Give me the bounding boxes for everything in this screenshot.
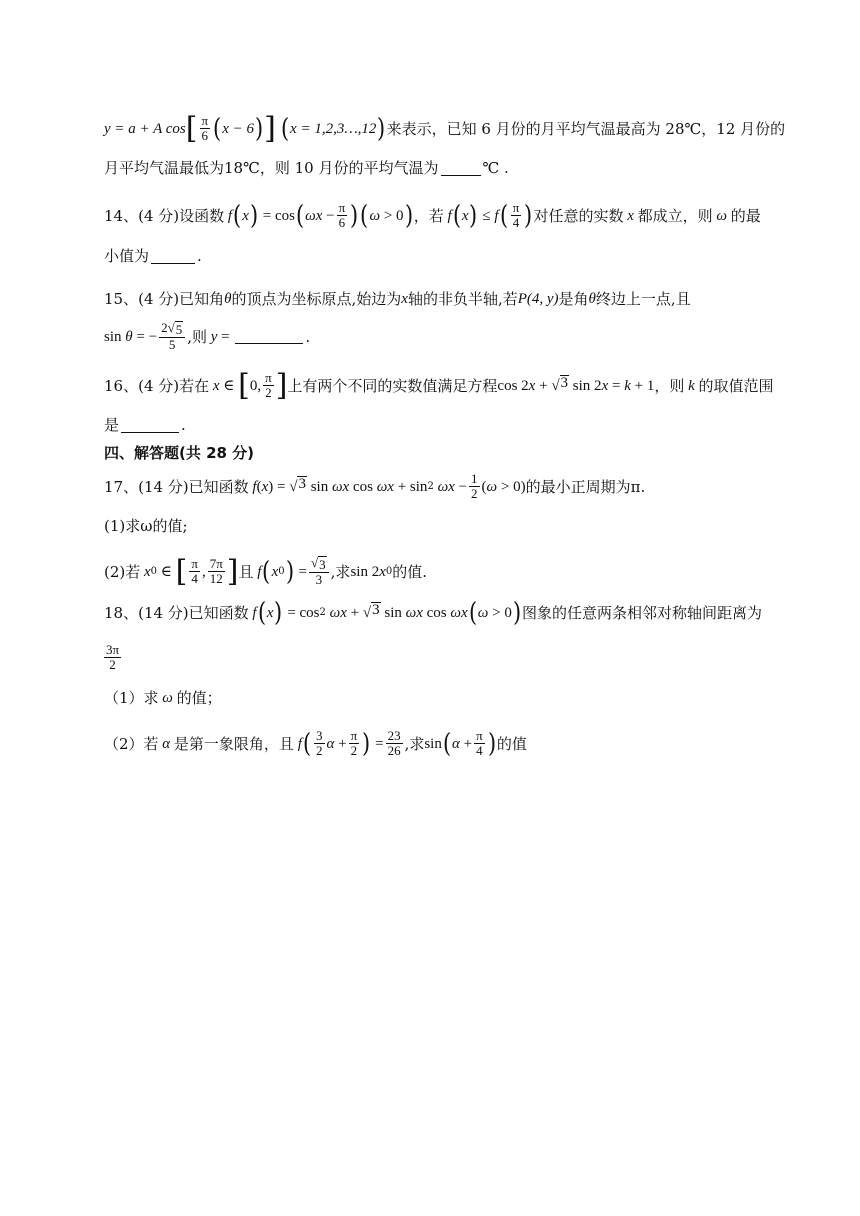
q17-line-1: 17、(14 分)已知函数 f ( x ) = √ 3 sin ωx cos ωx + sin 2 ωx − $\frac{1}{2}$ ( ω > 0) 的最小正周期为π.	[104, 471, 646, 501]
fraction: $\frac{3}{2}$	[316, 728, 323, 758]
q13-domain: x = 1,2,3…,12	[290, 120, 377, 137]
q16-line-1: 16、(4 分)若在 x ∈ [ 0, $\frac{\pi}{2}$ ] 上有两个不同的实数值满足方程 cos 2 x + √ 3 sin 2 x = k + 1 ，则 k 的取值范围	[104, 367, 774, 403]
q14-line-2: 小值为 .	[104, 247, 202, 265]
q14-text-mid: ，若	[413, 206, 444, 225]
q18-line-1: 18、(14 分)已知函数 f ( x ) = cos 2 ωx + √ 3 sin ωx cos ωx ( ω > 0 ) 图象的任意两条相邻对称轴间距离为	[104, 598, 763, 628]
q14-text-end: 都成立，则	[637, 206, 713, 225]
fraction: $\frac{3\pi}{2}$	[106, 642, 120, 672]
answer-blank[interactable]	[235, 329, 303, 344]
q18-part-1: （1）求 ω 的值；	[104, 689, 222, 707]
q18-part-2: （2）若 α 是第一象限角，且 f ( $\frac{3}{2}$ α + $\frac{\pi}{2}$ ) = $\frac{23}{26}$ ,求 sin ( α + $\frac{\pi}{4}$ ) 的值	[104, 728, 527, 759]
q18-prefix: 18、(14 分)已知函数	[104, 604, 249, 622]
q13-text-a: 来表示，已知 6 月份的月平均气温最高为 28℃，12 月份的	[386, 119, 786, 138]
q17-part-2: (2)若 x 0 ∈ [ $\frac{\pi}{4}$ , $\frac{7\pi}{12}$ ] 且 f ( x 0 ) = √ 3 3 ,求 sin 2 x 0 的值.	[104, 553, 428, 589]
answer-blank[interactable]	[151, 249, 195, 264]
answer-blank[interactable]	[121, 418, 179, 433]
q15-prefix: 15、(4 分)已知角	[104, 290, 225, 308]
q16-line-2: 是 .	[104, 416, 186, 434]
q13-formula-intro: y = a + A cos	[104, 120, 186, 137]
fraction: $\frac{\pi}{2}$	[350, 728, 358, 758]
q18-line-2	[102, 643, 123, 672]
q15-point: P(4, y)	[517, 291, 559, 307]
section-heading: 四、解答题(共 28 分)	[104, 444, 255, 462]
q13-text-b: 月平均气温最低为18℃，则 10 月份的平均气温为	[104, 159, 439, 177]
fraction: $\frac{7\pi}{12}$	[209, 556, 223, 586]
q14-line-1: 14、(4 分)设函数 f ( x ) = cos ( ωx − $\frac{\pi}{6}$ ) ( ω > 0 ) ，若 f ( x ) ≤ f ( $\frac{\pi}{4}$ ) 对任意的实数 x 都成立，则 ω 的最	[104, 200, 761, 231]
q14-text-end2: 的最	[730, 206, 761, 225]
q13-unit: ℃ .	[482, 159, 509, 177]
q17-part-1: (1)求ω的值;	[104, 517, 188, 535]
q13-line-1: y = a + A cos [ $\frac{\pi}{6}$ ( x − 6 ) ] ( x = 1,2,3…,12 ) 来表示，已知 6 月份的月平均气温最高为 28℃，12 月份的	[104, 110, 786, 146]
q15-line-2: sin θ = − 2 √ 5 5 ,则 y = .	[104, 320, 311, 352]
fraction: $\frac{23}{26}$	[387, 728, 401, 758]
fraction: $\frac{\pi}{4}$	[191, 556, 198, 586]
fraction: $\frac{\pi}{4}$	[512, 200, 520, 230]
q17-prefix: 17、(14 分)已知函数	[104, 477, 249, 496]
fraction: $\frac{1}{2}$	[471, 471, 478, 501]
q13-line-2	[104, 157, 509, 179]
fraction: 2 √ 5 5	[159, 321, 185, 352]
fraction: √ 3 3	[309, 556, 329, 587]
q16-prefix: 16、(4 分)若在	[104, 376, 210, 395]
fraction: $\frac{\pi}{4}$	[476, 728, 483, 758]
q15-line-1: 15、(4 分)已知角 θ 的顶点为坐标原点,始边为 x 轴的非负半轴,若 P(4, y) 是角 θ 终边上一点,且	[104, 290, 691, 308]
q14-line2: 小值为	[104, 247, 150, 265]
fraction: $\frac{\pi}{6}$	[338, 200, 346, 230]
answer-blank[interactable]	[441, 161, 481, 176]
fraction: $\frac{\pi}{6}$	[201, 113, 209, 143]
fraction: $\frac{\pi}{2}$	[265, 370, 272, 400]
q14-prefix: 14、(4 分)设函数	[104, 206, 225, 225]
q14-text-mid2: 对任意的实数	[533, 206, 624, 225]
